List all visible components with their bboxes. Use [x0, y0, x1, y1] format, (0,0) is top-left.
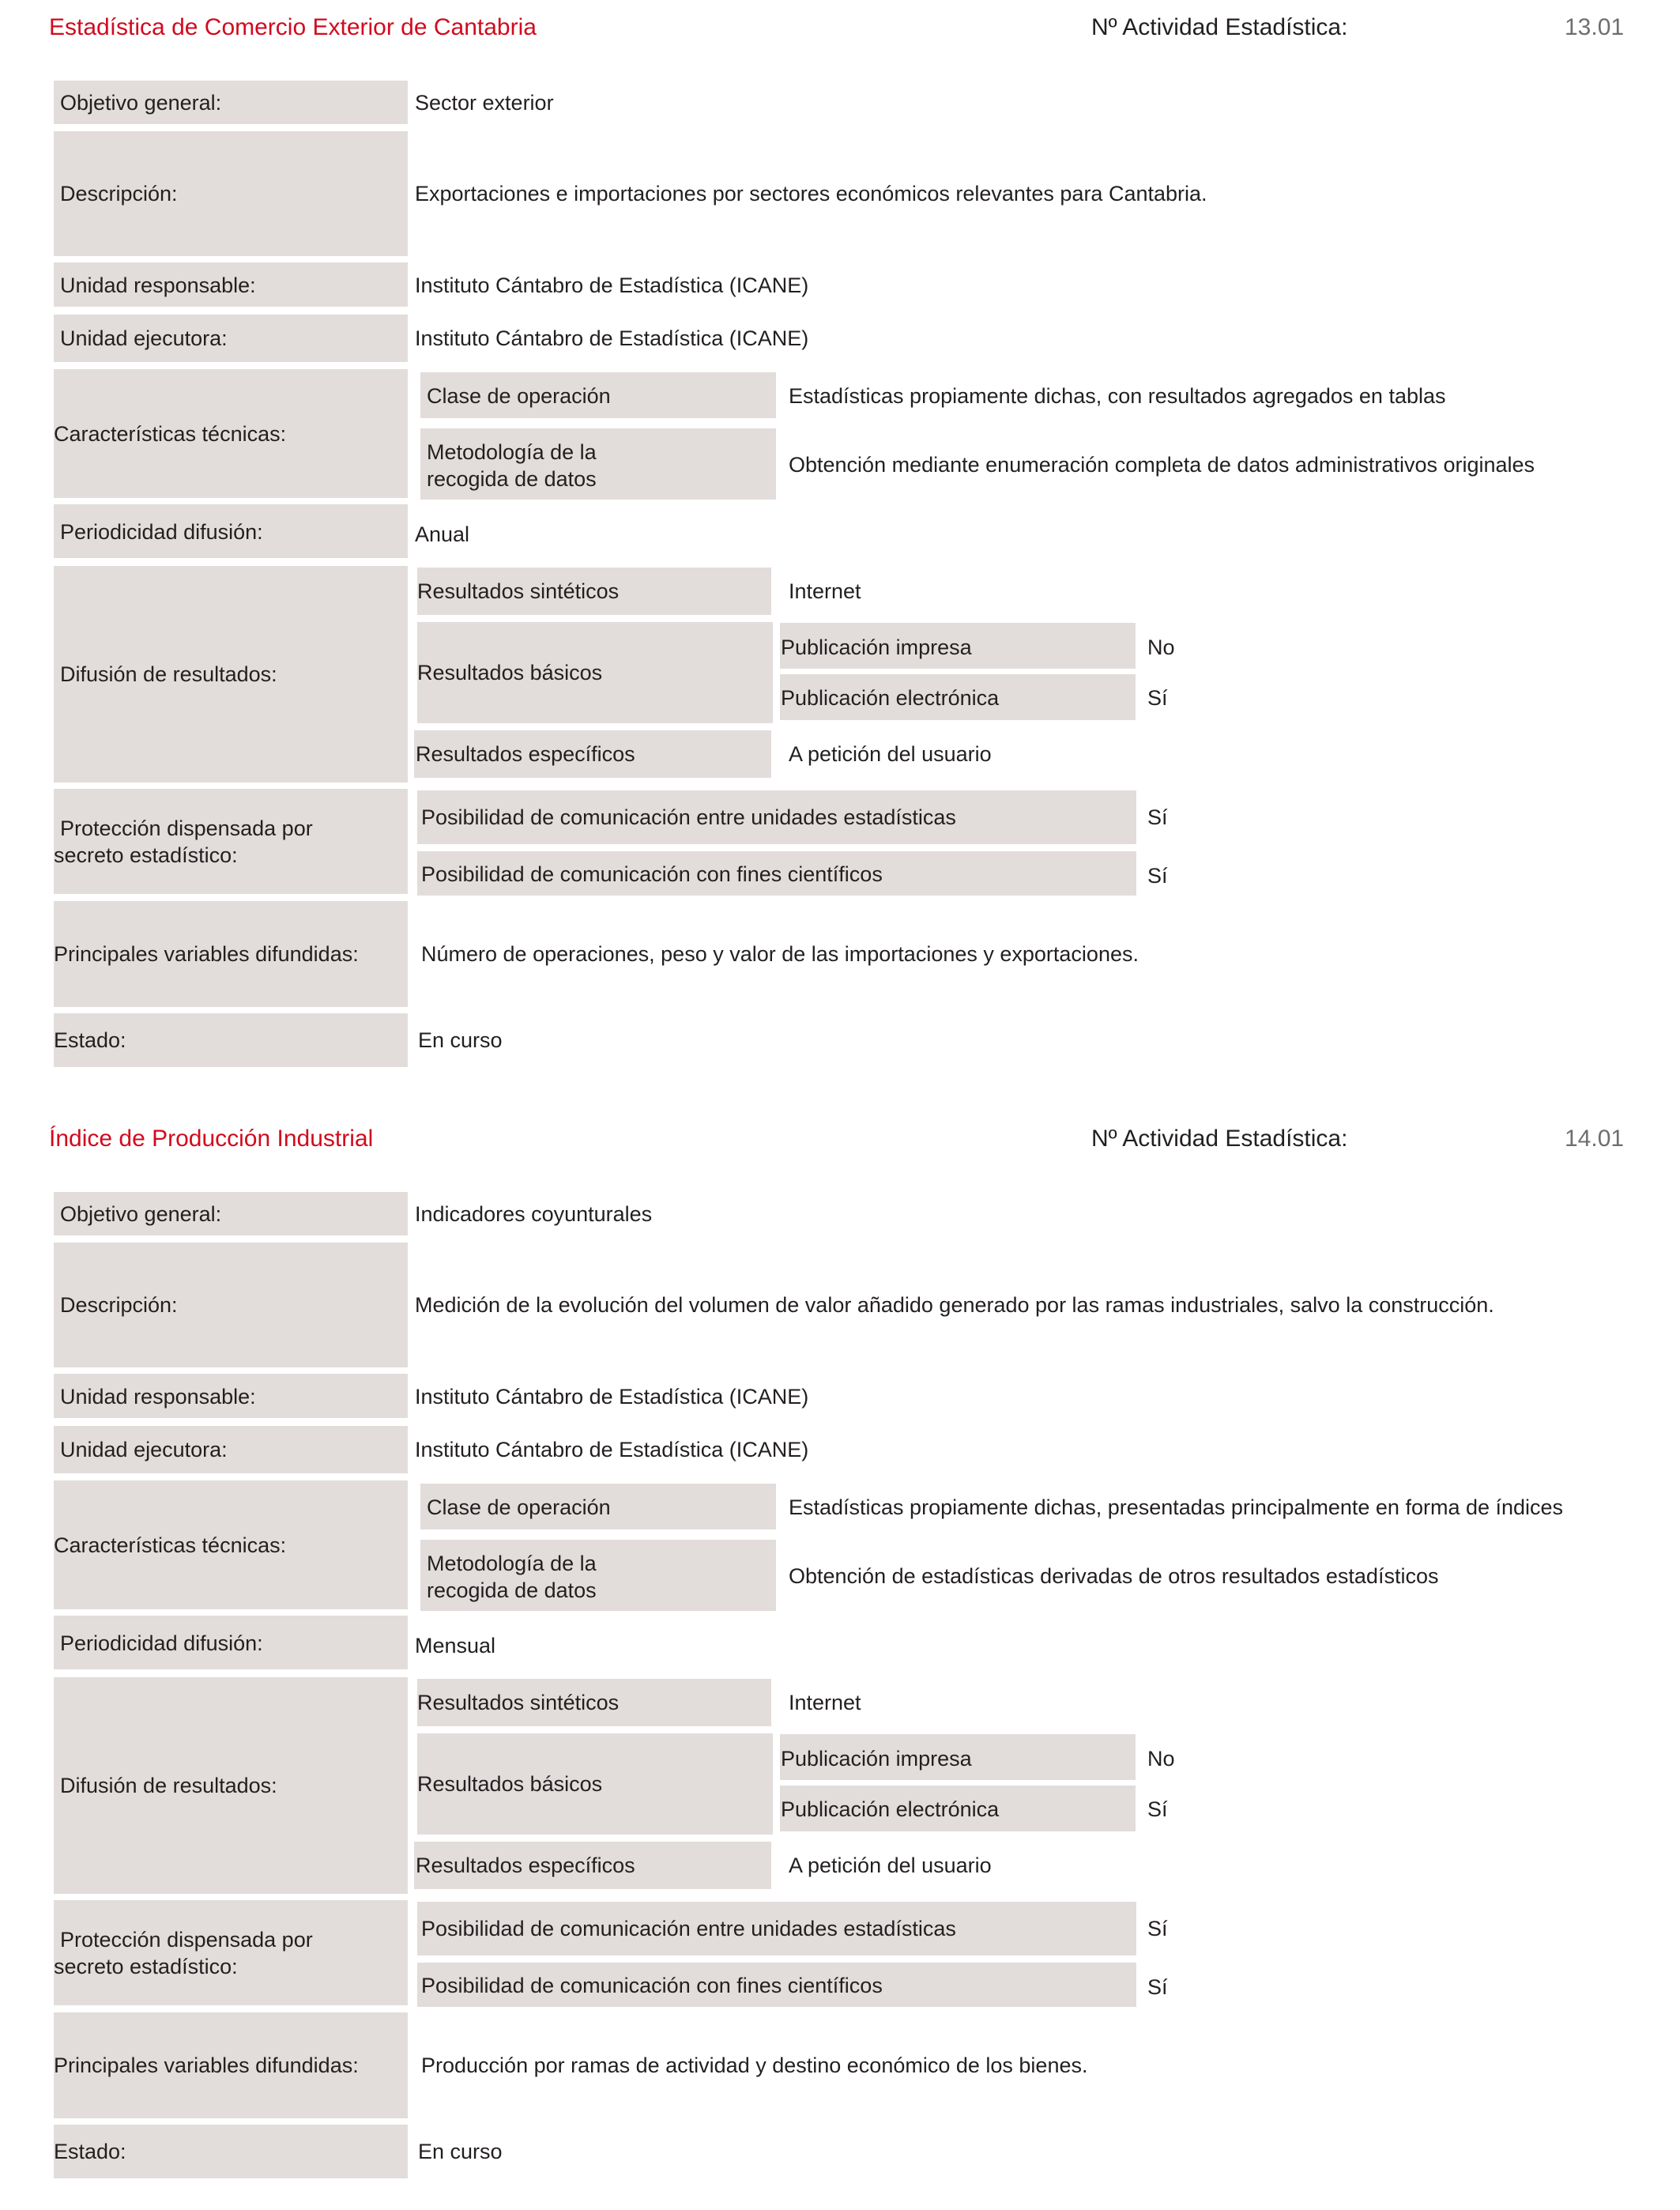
difusion-label: Difusión de resultados:: [60, 1774, 277, 1797]
periodicidad-label: Periodicidad difusión:: [60, 1631, 263, 1655]
basicos-label: Resultados básicos: [417, 1772, 603, 1796]
com-unidades-value: Sí: [1147, 1917, 1168, 1940]
objetivo-label: Objetivo general:: [60, 91, 222, 115]
metodologia-value: Obtención mediante enumeración completa de datos administrativos originales: [789, 453, 1535, 477]
sinteticos-label: Resultados sintéticos: [417, 1691, 620, 1714]
unidad-ejecutora-label: Unidad ejecutora:: [60, 1438, 228, 1461]
estado-value: En curso: [418, 2140, 503, 2163]
descripcion-value: Exportaciones e importaciones por sectores económicos relevantes para Cantabria.: [415, 182, 1207, 206]
unidad-ejecutora-label: Unidad ejecutora:: [60, 326, 228, 350]
metodologia-label-line-1: Metodología de la: [427, 440, 597, 464]
especificos-label: Resultados específicos: [416, 742, 635, 766]
estado-label: Estado:: [54, 2140, 126, 2163]
proteccion-label-line-1: Protección dispensada por: [60, 816, 313, 840]
estado-value: En curso: [418, 1028, 503, 1052]
periodicidad-label: Periodicidad difusión:: [60, 520, 263, 544]
caracteristicas-label: Características técnicas:: [54, 422, 287, 446]
metodologia-label-line-2: recogida de datos: [427, 1578, 597, 1602]
com-unidades-value: Sí: [1147, 805, 1168, 829]
especificos-value: A petición del usuario: [789, 742, 992, 766]
activity-number: 14.01: [1565, 1126, 1625, 1152]
variables-value: Número de operaciones, peso y valor de las importaciones y exportaciones.: [421, 942, 1139, 966]
objetivo-value: Sector exterior: [415, 91, 554, 115]
descripcion-value: Medición de la evolución del volumen de valor añadido generado por las ramas industriales, salvo la construcción.: [415, 1293, 1494, 1317]
periodicidad-value: Mensual: [415, 1634, 496, 1658]
metodologia-label-line-1: Metodología de la: [427, 1552, 597, 1575]
unidad-responsable-value: Instituto Cántabro de Estadística (ICANE): [415, 1385, 809, 1409]
variables-label: Principales variables difundidas:: [54, 2053, 359, 2077]
statistic-record: [0, 1111, 1680, 2210]
metodologia-label-line-2: recogida de datos: [427, 467, 597, 491]
sinteticos-value: Internet: [789, 579, 861, 603]
variables-value: Producción por ramas de actividad y destino económico de los bienes.: [421, 2053, 1088, 2077]
periodicidad-value: Anual: [415, 522, 470, 546]
variables-label: Principales variables difundidas:: [54, 942, 359, 966]
unidad-responsable-label: Unidad responsable:: [60, 273, 256, 297]
descripcion-label: Descripción:: [60, 182, 178, 206]
especificos-value: A petición del usuario: [789, 1854, 992, 1877]
impresa-value: No: [1147, 1747, 1175, 1771]
impresa-value: No: [1147, 635, 1175, 659]
proteccion-label-line-2: secreto estadístico:: [54, 843, 238, 867]
metodologia-value: Obtención de estadísticas derivadas de otros resultados estadísticos: [789, 1564, 1439, 1588]
metodologia-label: [427, 439, 597, 492]
impresa-label: Publicación impresa: [781, 635, 972, 659]
estado-label: Estado:: [54, 1028, 126, 1052]
metodologia-label: [427, 1550, 597, 1604]
com-cientificos-value: Sí: [1147, 864, 1168, 888]
electronica-label: Publicación electrónica: [781, 1797, 1000, 1821]
activity-number-label: Nº Actividad Estadística:: [1091, 1126, 1348, 1152]
com-unidades-label: Posibilidad de comunicación entre unidades estadísticas: [421, 805, 956, 829]
unidad-responsable-label: Unidad responsable:: [60, 1385, 256, 1409]
statistic-record: [0, 0, 1680, 1099]
unidad-responsable-value: Instituto Cántabro de Estadística (ICANE): [415, 273, 809, 297]
clase-label: Clase de operación: [427, 1495, 611, 1519]
com-cientificos-label: Posibilidad de comunicación con fines científicos: [421, 862, 883, 886]
objetivo-value: Indicadores coyunturales: [415, 1202, 653, 1226]
activity-number-label: Nº Actividad Estadística:: [1091, 14, 1348, 40]
clase-value: Estadísticas propiamente dichas, presentadas principalmente en forma de índices: [789, 1495, 1564, 1519]
impresa-label: Publicación impresa: [781, 1747, 972, 1771]
proteccion-label: [54, 1926, 313, 1980]
record-title: Índice de Producción Industrial: [49, 1126, 374, 1152]
clase-value: Estadísticas propiamente dichas, con resultados agregados en tablas: [789, 384, 1446, 408]
unidad-ejecutora-value: Instituto Cántabro de Estadística (ICANE): [415, 326, 809, 350]
activity-number: 13.01: [1565, 14, 1625, 40]
sinteticos-value: Internet: [789, 1691, 861, 1714]
difusion-label: Difusión de resultados:: [60, 662, 277, 686]
com-cientificos-value: Sí: [1147, 1975, 1168, 1999]
sinteticos-label: Resultados sintéticos: [417, 579, 620, 603]
proteccion-label-line-1: Protección dispensada por: [60, 1928, 313, 1952]
caracteristicas-label: Características técnicas:: [54, 1533, 287, 1557]
clase-label: Clase de operación: [427, 384, 611, 408]
record-title: Estadística de Comercio Exterior de Cantabria: [49, 14, 537, 40]
objetivo-label: Objetivo general:: [60, 1202, 222, 1226]
unidad-ejecutora-value: Instituto Cántabro de Estadística (ICANE): [415, 1438, 809, 1461]
especificos-label: Resultados específicos: [416, 1854, 635, 1877]
basicos-label: Resultados básicos: [417, 661, 603, 684]
electronica-label: Publicación electrónica: [781, 686, 1000, 710]
electronica-value: Sí: [1147, 1797, 1168, 1821]
electronica-value: Sí: [1147, 686, 1168, 710]
proteccion-label: [54, 815, 313, 869]
com-unidades-label: Posibilidad de comunicación entre unidades estadísticas: [421, 1917, 956, 1940]
descripcion-label: Descripción:: [60, 1293, 178, 1317]
com-cientificos-label: Posibilidad de comunicación con fines científicos: [421, 1974, 883, 1997]
proteccion-label-line-2: secreto estadístico:: [54, 1955, 238, 1978]
